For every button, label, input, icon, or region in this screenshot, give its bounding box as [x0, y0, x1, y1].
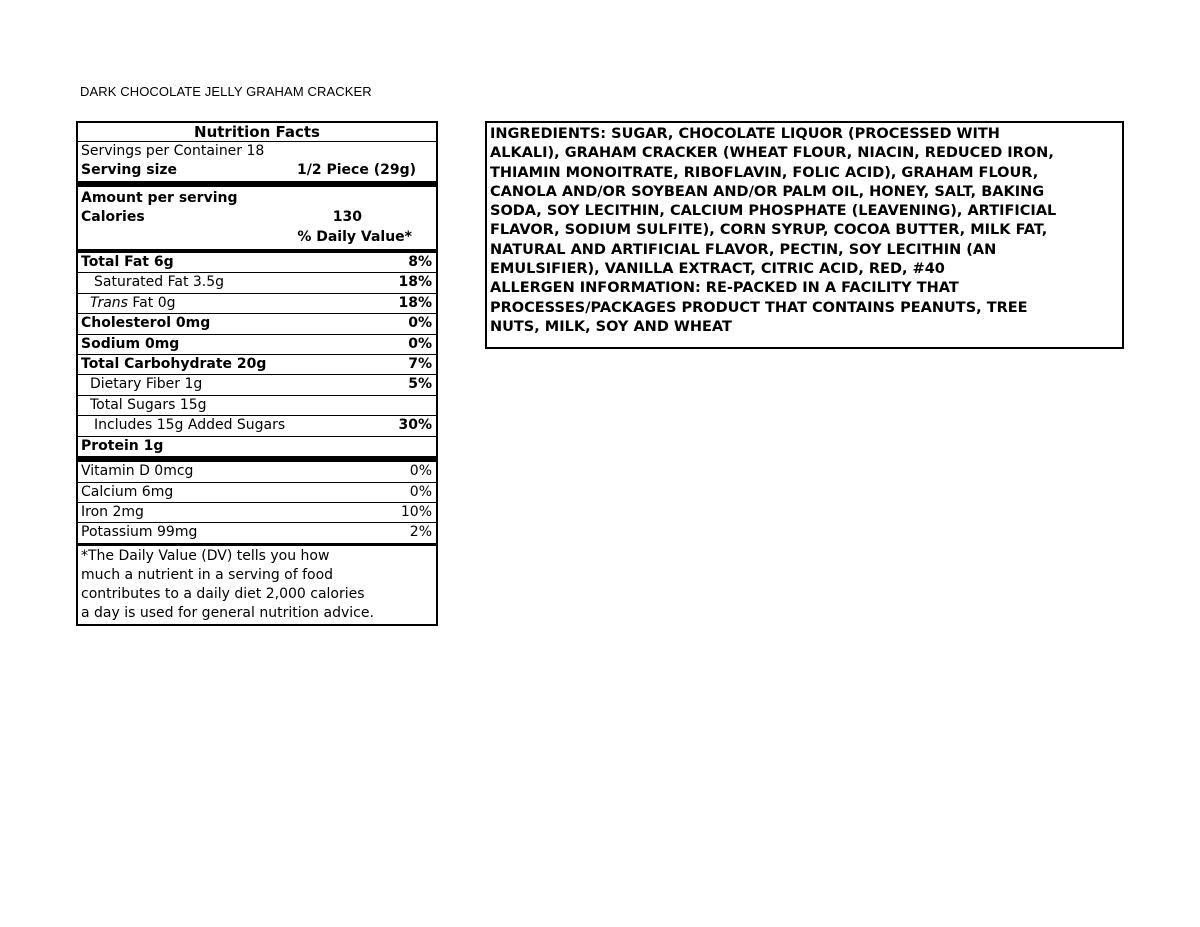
nutrient-row-added-sugars	[78, 416, 436, 436]
nutrient-row-total-sugars	[78, 396, 436, 416]
nutrient-dv: 7%	[408, 356, 432, 373]
nutrient-label: Total Fat 6g	[81, 254, 174, 271]
vitamin-label: Potassium 99mg	[81, 524, 198, 541]
nutrient-dv: 0%	[408, 335, 432, 352]
nutrient-label: Total Sugars 15g	[90, 396, 207, 413]
nutrient-row-total-fat	[78, 253, 436, 273]
ingredients-line: CANOLA AND/OR SOYBEAN AND/OR PALM OIL, HONEY, SALT, BAKING	[490, 183, 1045, 200]
calories-block	[78, 187, 436, 253]
servings-per-container-text: Servings per Container 18	[81, 143, 265, 159]
nutrient-row-cholesterol	[78, 314, 436, 334]
serving-size-label: Serving size	[81, 162, 178, 179]
ingredients-line: THIAMIN MONOITRATE, RIBOFLAVIN, FOLIC ACID), GRAHAM FLOUR,	[490, 164, 1039, 181]
serving-size-value: 1/2 Piece (29g)	[297, 162, 416, 179]
nutrient-row-sodium	[78, 335, 436, 355]
serving-size-row	[78, 161, 436, 186]
vitamin-row-calcium	[78, 483, 436, 503]
daily-value-header: % Daily Value*	[297, 228, 412, 245]
ingredients-line: ALKALI), GRAHAM CRACKER (WHEAT FLOUR, NIACIN, REDUCED IRON,	[490, 145, 1054, 162]
nutrient-row-dietary-fiber	[78, 375, 436, 395]
nutrient-label: Saturated Fat 3.5g	[94, 274, 225, 291]
allergen-line: NUTS, MILK, SOY AND WHEAT	[490, 318, 732, 335]
calories-label: Calories	[81, 209, 145, 226]
nutrient-label: Dietary Fiber 1g	[90, 376, 203, 393]
servings-per-container	[78, 142, 436, 161]
calories-row	[81, 208, 432, 227]
vitamin-dv: 2%	[409, 524, 432, 541]
nutrient-dv: 0%	[408, 315, 432, 332]
nutrient-dv: 18%	[398, 274, 432, 291]
nutrient-row-trans-fat	[78, 294, 436, 314]
nutrient-dv: 8%	[408, 254, 432, 271]
calories-value: 130	[332, 209, 362, 226]
ingredients-line: INGREDIENTS: SUGAR, CHOCOLATE LIQUOR (PROCESSED WITH	[490, 126, 1000, 142]
ingredients-box	[485, 121, 1124, 349]
product-title: DARK CHOCOLATE JELLY GRAHAM CRACKER	[80, 84, 372, 99]
vitamin-label: Calcium 6mg	[81, 483, 174, 500]
vitamin-label: Vitamin D 0mcg	[81, 463, 194, 480]
ingredients-line: EMULSIFIER), VANILLA EXTRACT, CITRIC ACID, RED, #40	[490, 261, 945, 278]
vitamin-label: Iron 2mg	[81, 503, 144, 520]
trans-rest: Fat 0g	[127, 294, 176, 311]
nutrition-facts-title: Nutrition Facts	[78, 123, 436, 142]
vitamin-dv: 0%	[409, 463, 432, 480]
nutrient-label	[90, 294, 176, 313]
ingredients-line: NATURAL AND ARTIFICIAL FLAVOR, PECTIN, SOY LECITHIN (AN	[490, 241, 997, 258]
nutrient-dv: 30%	[398, 417, 432, 434]
nutrition-facts-panel	[76, 121, 438, 626]
nutrient-dv: 18%	[398, 294, 432, 311]
vitamin-row-vitamin-d	[78, 462, 436, 482]
ingredients-line: FLAVOR, SODIUM SULFITE), CORN SYRUP, COCOA BUTTER, MILK FAT,	[490, 222, 1048, 239]
nutrient-label: Protein 1g	[81, 437, 164, 454]
vitamin-dv: 0%	[409, 483, 432, 500]
nutrient-row-total-carbohydrate	[78, 355, 436, 375]
vitamin-row-potassium	[78, 523, 436, 545]
daily-value-footnote: *The Daily Value (DV) tells you how much a nutrient in a serving of food contributes to a daily diet 2,000 calories a day is used for general nutrition advice.	[81, 547, 374, 621]
nutrient-label: Includes 15g Added Sugars	[94, 417, 286, 434]
trans-italic: Trans	[90, 294, 128, 311]
allergen-line: ALLERGEN INFORMATION: RE-PACKED IN A FACILITY THAT	[490, 280, 959, 297]
ingredients-line: SODA, SOY LECITHIN, CALCIUM PHOSPHATE (LEAVENING), ARTIFICIAL	[490, 203, 1057, 220]
nutrient-label: Cholesterol 0mg	[81, 315, 211, 332]
nutrient-row-saturated-fat	[78, 273, 436, 293]
vitamin-rows	[78, 462, 436, 546]
nutrient-dv: 5%	[408, 376, 432, 393]
allergen-line: PROCESSES/PACKAGES PRODUCT THAT CONTAINS PEANUTS, TREE	[490, 299, 1028, 316]
vitamin-dv: 10%	[400, 503, 432, 520]
vitamin-row-iron	[78, 503, 436, 523]
nutrient-rows	[78, 253, 436, 462]
nutrient-label: Sodium 0mg	[81, 335, 180, 352]
nutrient-label: Total Carbohydrate 20g	[81, 356, 267, 373]
amount-per-serving: Amount per serving	[81, 189, 238, 206]
nutrient-row-protein	[78, 437, 436, 462]
